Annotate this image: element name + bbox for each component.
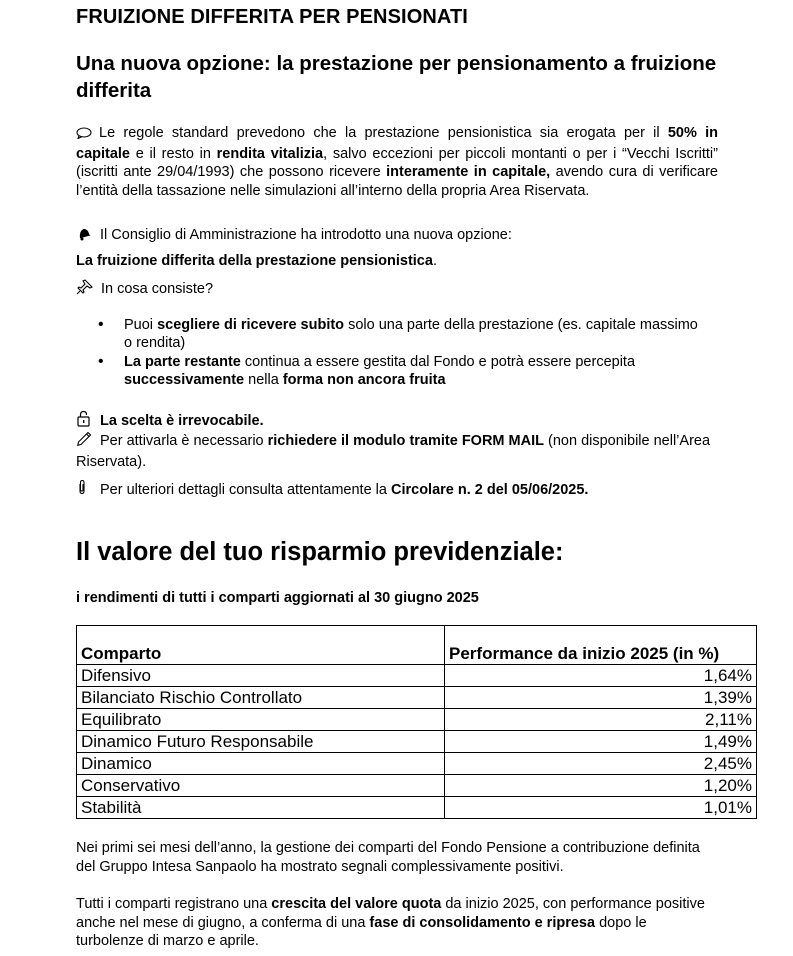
question-line: In cosa consiste?: [76, 279, 718, 301]
table-cell: 1,49%: [445, 731, 757, 753]
performance-table: [76, 625, 757, 819]
column-header: Performance da inizio 2025 (in %): [445, 626, 757, 665]
details-line: Per ulteriori dettagli consulta attentamente la Circolare n. 2 del 05/06/2025.: [76, 479, 718, 502]
activate-paragraph: Per attivarla è necessario richiedere il modulo tramite FORM MAIL (non disponibile nell’Area Riservata).: [76, 433, 711, 470]
table-row: [77, 709, 757, 731]
table-cell: Stabilità: [77, 797, 445, 819]
table-cell: 1,64%: [445, 665, 757, 687]
table-row: [77, 775, 757, 797]
section-title: Il valore del tuo risparmio previdenziale:: [76, 538, 564, 566]
intro-paragraph: Le regole standard prevedono che la prestazione pensionistica sia erogata per il 50% in capitale e il resto in rendita vitalizia, salvo eccezioni per piccoli montanti o per i “Vecchi Iscritti” (iscritti ante 29/04/1993) che possono ricevere interamente in capitale, avendo cura di verificare l’entità della tassazione nelle simulazioni all’interno della propria Area Riservata.: [76, 125, 718, 199]
table-header-row: [77, 626, 757, 665]
board-line: Il Consiglio di Amministrazione ha introdotto una nuova opzione:: [76, 226, 718, 247]
table-cell: 1,39%: [445, 687, 757, 709]
table-cell: Conservativo: [77, 775, 445, 797]
list-item: • Puoi scegliere di ricevere subito solo una parte della prestazione (es. capitale massimo o rendita): [98, 316, 698, 352]
table-row: [77, 687, 757, 709]
document-title: FRUIZIONE DIFFERITA PER PENSIONATI: [76, 6, 468, 28]
table-cell: Dinamico: [77, 753, 445, 775]
table-row: [77, 753, 757, 775]
table-cell: Equilibrato: [77, 709, 445, 731]
padlock-icon: [76, 410, 94, 433]
table-cell: 2,45%: [445, 753, 757, 775]
column-header: Comparto: [77, 626, 445, 665]
paperclip-icon: [76, 479, 94, 502]
pushpin-icon: [76, 279, 94, 301]
document-subtitle: Una nuova opzione: la prestazione per pensionamento a fruizione differita: [76, 52, 717, 102]
speech-bubble-icon: [76, 126, 94, 145]
bell-icon: [76, 226, 94, 247]
summary-paragraph: Nei primi sei mesi dell’anno, la gestione dei comparti del Fondo Pensione a contribuzione definita del Gruppo Intesa Sanpaolo ha mostrato segnali complessivamente positivi.: [76, 840, 700, 875]
irrevocable-line: La scelta è irrevocabile.: [76, 410, 718, 433]
table-cell: Bilanciato Rischio Controllato: [77, 687, 445, 709]
table-cell: 2,11%: [445, 709, 757, 731]
table-caption: i rendimenti di tutti i comparti aggiornati al 30 giugno 2025: [76, 590, 479, 606]
feature-list: [98, 316, 698, 390]
list-item: • La parte restante continua a essere gestita dal Fondo e potrà essere percepita successivamente nella forma non ancora fruita: [98, 353, 698, 389]
table-row: [77, 797, 757, 819]
table-cell: 1,20%: [445, 775, 757, 797]
table-cell: Difensivo: [77, 665, 445, 687]
growth-paragraph: Tutti i comparti registrano una crescita del valore quota da inizio 2025, con performance positive anche nel mese di giugno, a conferma di una fase di consolidamento e ripresa dopo le turbolenze di marzo e aprile.: [76, 896, 705, 949]
pencil-icon: [76, 431, 94, 453]
table-row: [77, 731, 757, 753]
table-cell: Dinamico Futuro Responsabile: [77, 731, 445, 753]
option-line: La fruizione differita della prestazione pensionistica.: [76, 253, 437, 269]
table-row: [77, 665, 757, 687]
table-cell: 1,01%: [445, 797, 757, 819]
